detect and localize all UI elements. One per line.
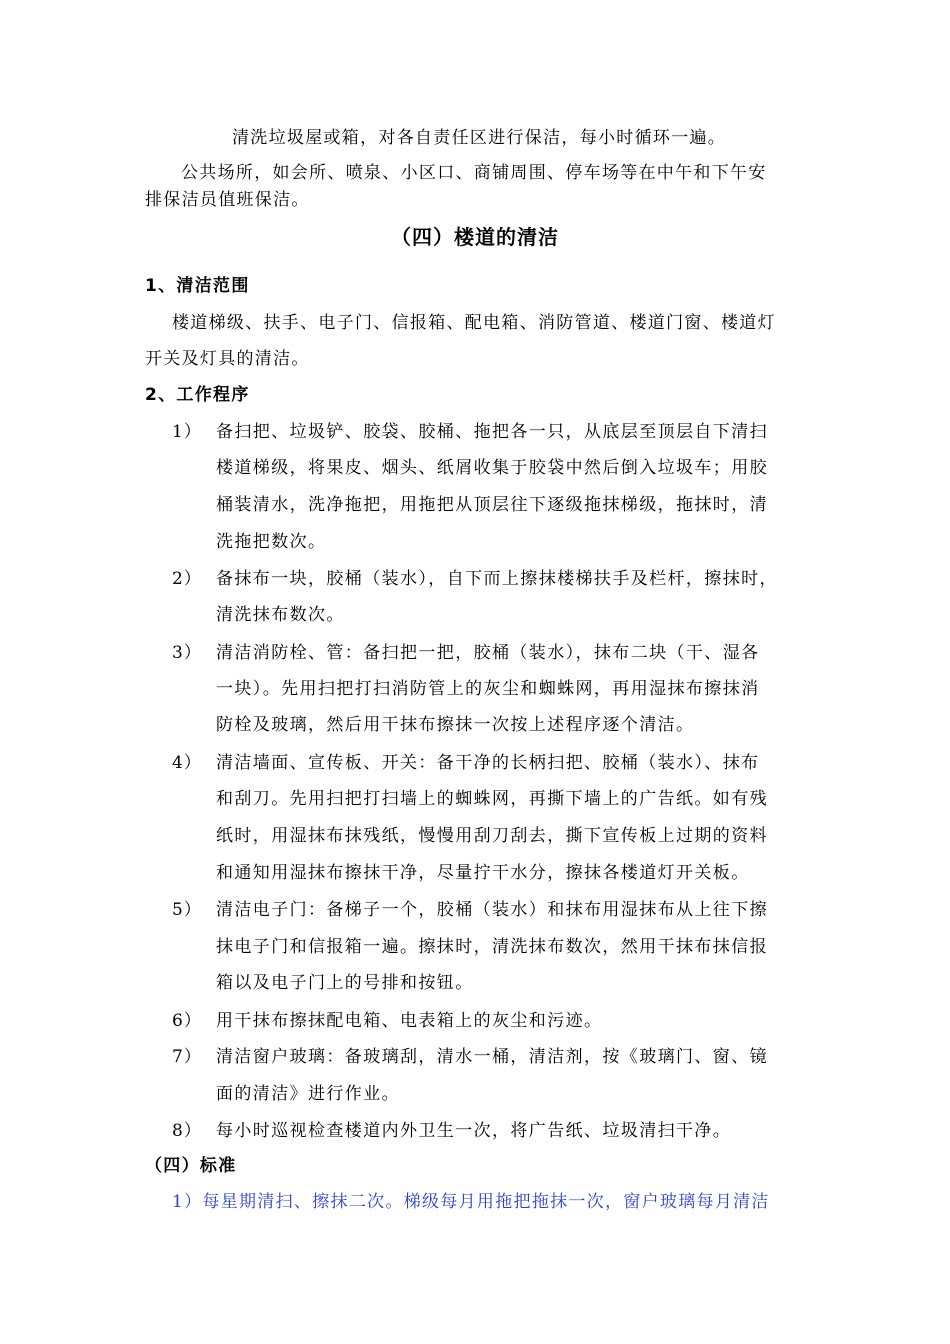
item-number: 6） <box>172 1011 202 1031</box>
item-line: 和刮刀。先用扫把打扫墙上的蜘蛛网，再撕下墙上的广告纸。如有残 <box>216 789 768 809</box>
intro-line-3: 排保洁员值班保洁。 <box>145 190 310 210</box>
item-line: 纸时，用湿抹布抹残纸，慢慢用刮刀刮去，撕下宣传板上过期的资料 <box>216 826 768 846</box>
standard-line-1: 1）每星期清扫、擦抹二次。梯级每月用拖把拖抹一次，窗户玻璃每月清洁 <box>172 1192 770 1212</box>
intro-line-2: 公共场所，如会所、喷泉、小区口、商铺周围、停车场等在中午和下午安 <box>181 163 767 183</box>
item-line: 清洁电子门：备梯子一个，胶桶（装水）和抹布用湿抹布从上往下擦 <box>216 900 768 920</box>
item-line: 清洁墙面、宣传板、开关：备干净的长柄扫把、胶桶（装水）、抹布 <box>216 753 760 773</box>
intro-line-1: 清洗垃圾屋或箱，对各自责任区进行保洁，每小时循环一遍。 <box>232 128 727 148</box>
item-line: 楼道梯级，将果皮、烟头、纸屑收集于胶袋中然后倒入垃圾车；用胶 <box>216 458 768 478</box>
item-line: 桶装清水，洗净拖把，用拖把从顶层往下逐级拖抹梯级，拖抹时，清 <box>216 495 768 515</box>
item-line: 箱以及电子门上的号排和按钮。 <box>216 973 474 993</box>
item-line: 每小时巡视检查楼道内外卫生一次，将广告纸、垃圾清扫干净。 <box>216 1121 732 1141</box>
item-number: 8） <box>172 1121 202 1141</box>
item-line: 面的清洁》进行作业。 <box>216 1084 400 1104</box>
item-line: 用干抹布擦抹配电箱、电表箱上的灰尘和污迹。 <box>216 1011 603 1031</box>
standard-heading: （四）标准 <box>145 1156 237 1176</box>
section-title: （四）楼道的清洁 <box>391 225 559 249</box>
item-number: 3） <box>172 643 202 663</box>
scope-line-1: 楼道梯级、扶手、电子门、信报箱、配电箱、消防管道、楼道门窗、楼道灯 <box>172 313 776 333</box>
item-line: 抹电子门和信报箱一遍。擦抹时，清洗抹布数次，然用干抹布抹信报 <box>216 937 768 957</box>
item-number: 7） <box>172 1047 202 1067</box>
item-line: 备抹布一块，胶桶（装水），自下而上擦抹楼梯扶手及栏杆，擦抹时， <box>216 569 778 589</box>
scope-line-2: 开关及灯具的清洁。 <box>145 349 310 369</box>
item-line: 清洁窗户玻璃：备玻璃刮，清水一桶，清洁剂，按《玻璃门、窗、镜 <box>216 1047 768 1067</box>
item-line: 洗拖把数次。 <box>216 532 327 552</box>
item-number: 1） <box>172 422 202 442</box>
item-line: 防栓及玻璃，然后用干抹布擦抹一次按上述程序逐个清洁。 <box>216 715 695 735</box>
item-line: 一块）。先用扫把打扫消防管上的灰尘和蜘蛛网，再用湿抹布擦抹消 <box>216 679 760 699</box>
item-number: 2） <box>172 569 202 589</box>
procedure-heading: 2、工作程序 <box>145 385 250 405</box>
item-line: 清洁消防栓、管：备扫把一把，胶桶（装水），抹布二块（干、湿各 <box>216 643 760 663</box>
item-line: 和通知用湿抹布擦抹干净，尽量拧干水分，擦抹各楼道灯开关板。 <box>216 863 750 883</box>
item-line: 清洗抹布数次。 <box>216 605 345 625</box>
item-number: 5） <box>172 900 202 920</box>
item-number: 4） <box>172 753 202 773</box>
item-line: 备扫把、垃圾铲、胶袋、胶桶、拖把各一只，从底层至顶层自下清扫 <box>216 422 768 442</box>
scope-heading: 1、清洁范围 <box>145 276 250 296</box>
